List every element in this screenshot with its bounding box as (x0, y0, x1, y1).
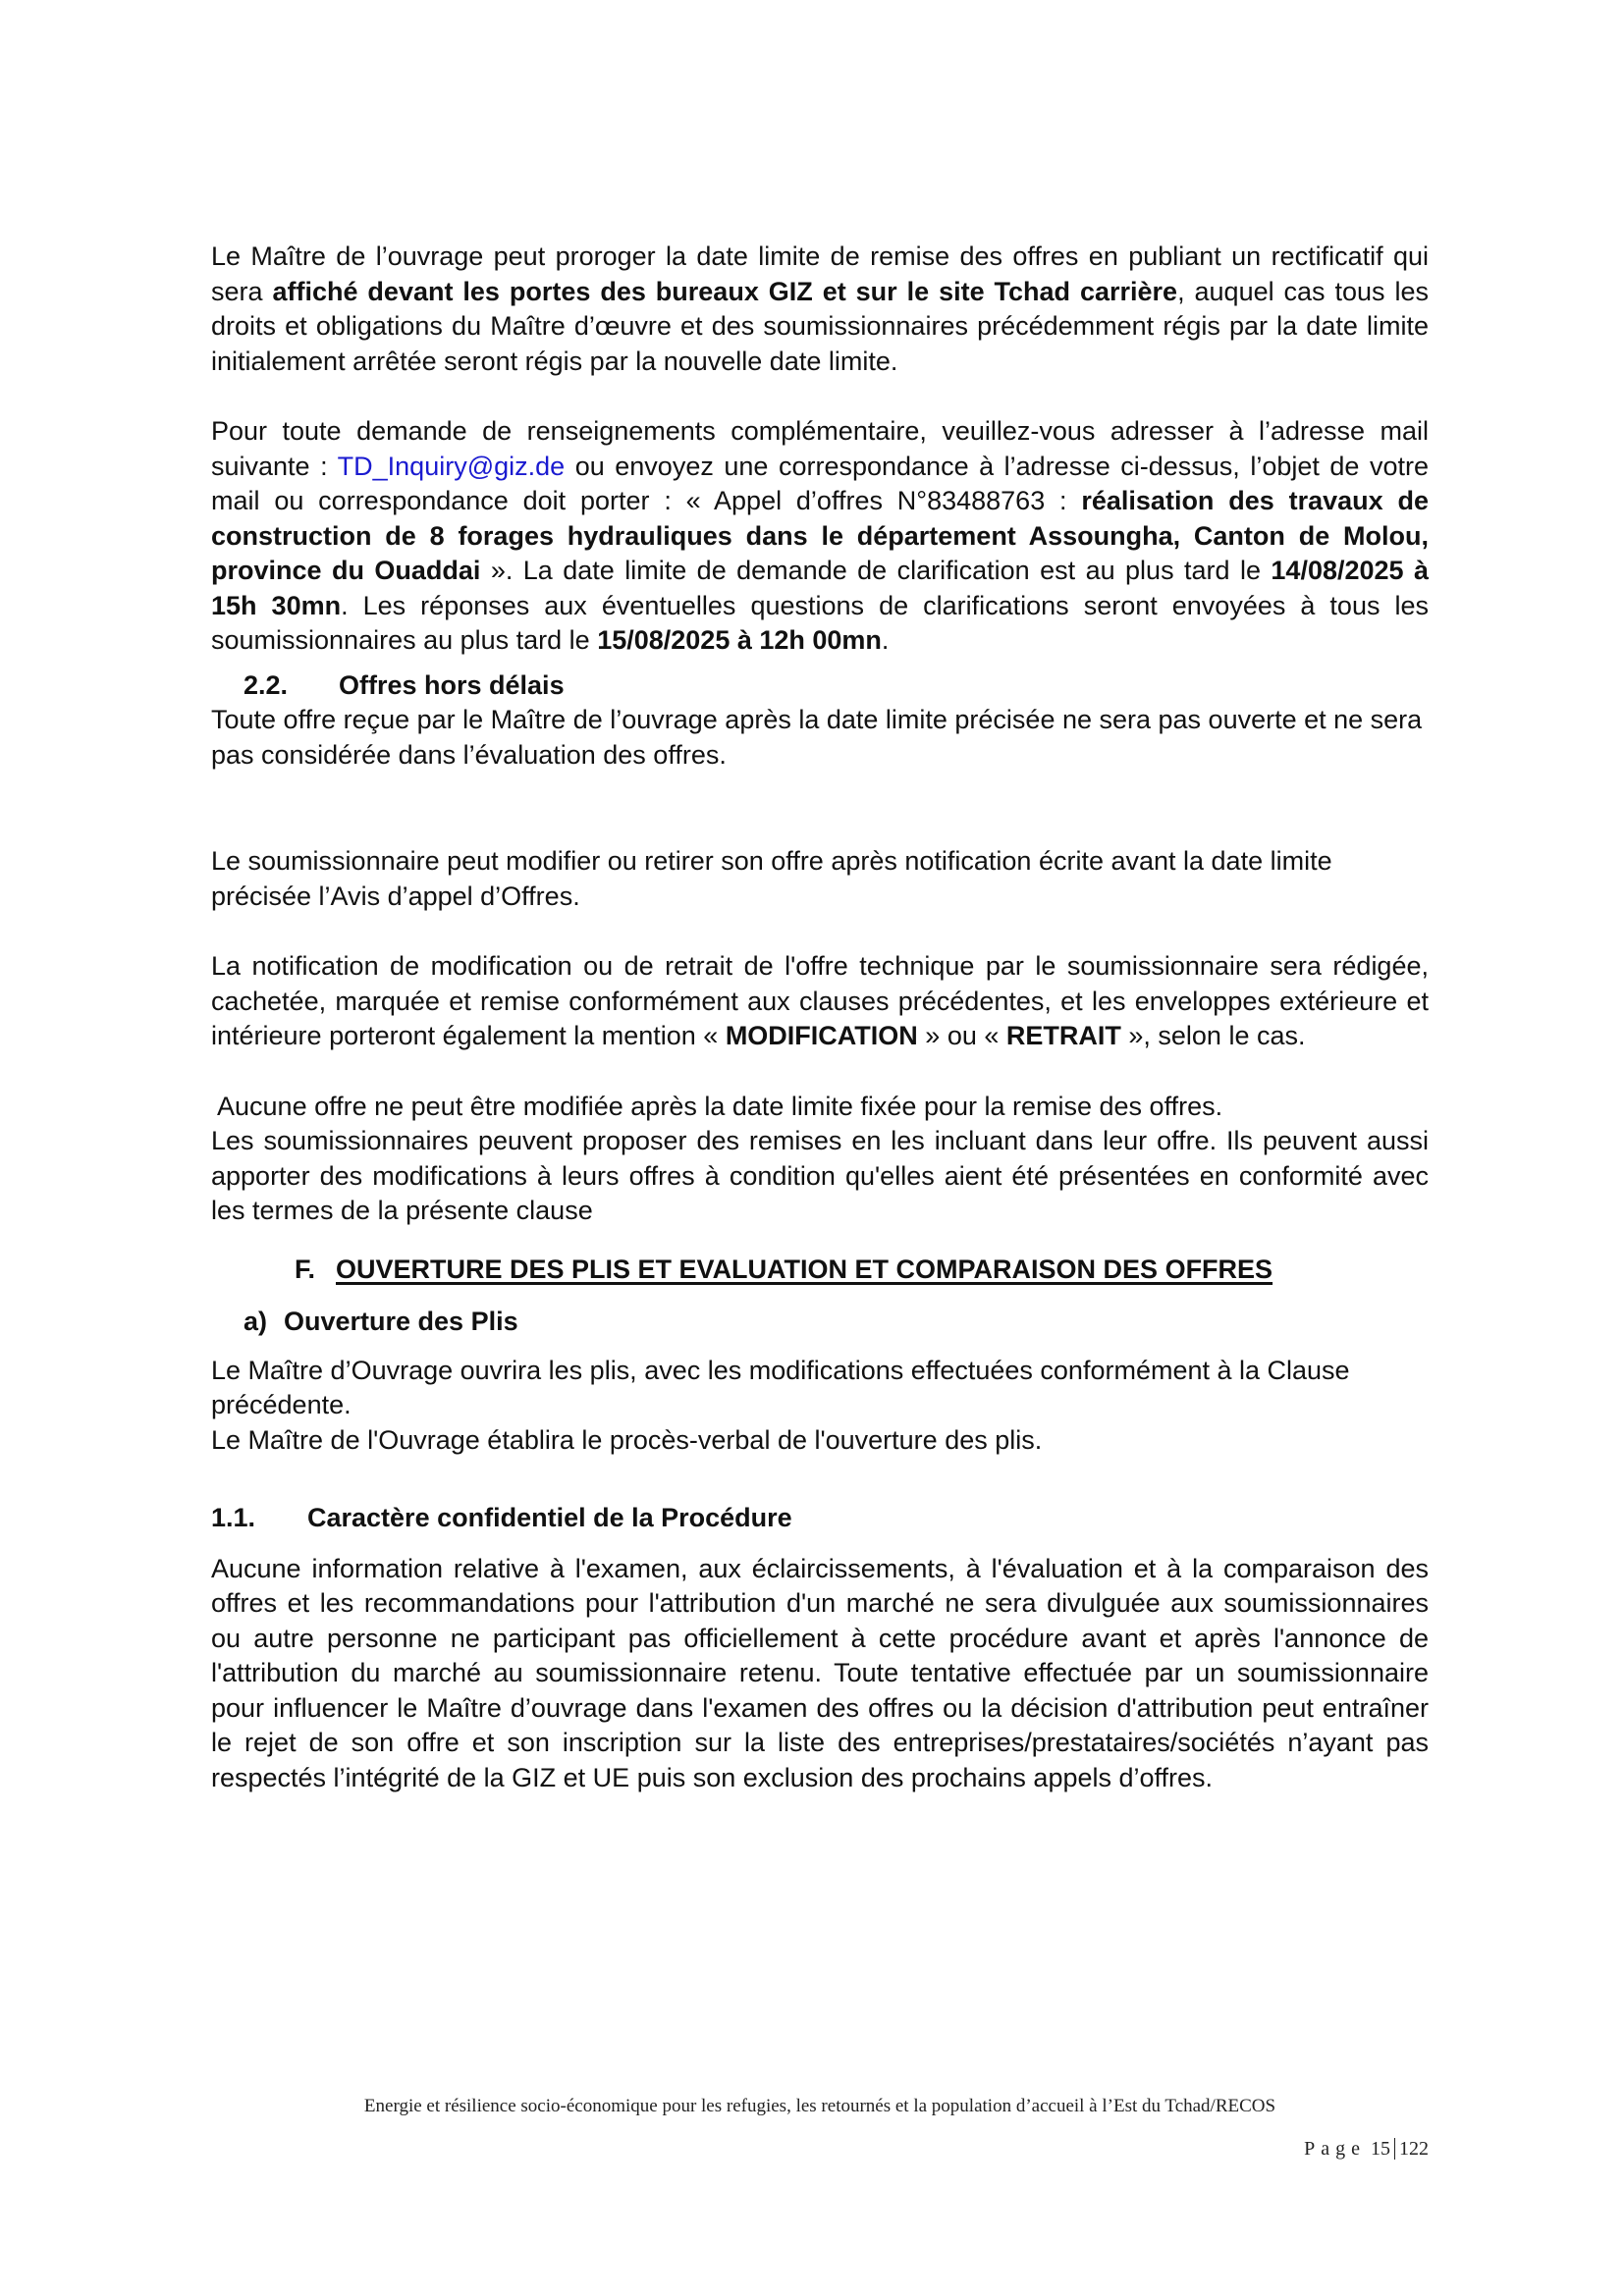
paragraph-confidentiality: Aucune information relative à l'examen, aux éclaircissements, à l'évaluation et à la comparaison des offres et les recommandations pour l'attribution d'un marché ne sera divulguée aux soumissionnaires ou autre personne ne participant pas officiellement à cette procédure avant et après l'annonce de l'attribution du marché au soumissionnaire retenu. Toute tentative effectuée par un soumissionnaire pour influencer le Maître d’ouvrage dans l'examen des offres ou la décision d'attribution peut entraîner le rejet de son offre et son inscription sur la liste des entreprises/prestataires/sociétés n’ayant pas respectés l’intégrité de la GIZ et UE puis son exclusion des prochains appels d’offres. (211, 1553, 1429, 1792)
section-letter: F. (295, 1254, 316, 1284)
section-title: Ouverture des Plis (284, 1307, 518, 1336)
paragraph-clarification-request: Pour toute demande de renseignements complémentaire, veuillez-vous adresser à l’adresse mail suivante : TD_Inquiry@giz.de ou envoyez une correspondance à l’adresse ci-dessus, l’objet de votre mail ou correspondance doit porter : « Appel d’offres N°83488763 : réalisation des travaux de construction de 8 forages hydrauliques dans le département Assoungha, Canton de Molou, province du Ouaddai ». La date limite de demande de clarification est au plus tard le 14/08/2025 à 15h 30mn. Les réponses aux éventuelles questions de clarifications seront envoyées à tous les soumissionnaires au plus tard le 15/08/2025 à 12h 00mn. (211, 416, 1429, 655)
paragraph-modify-withdraw: Le soumissionnaire peut modifier ou retirer son offre après notification écrite avant la date limite précisée l’Avis d’appel d’Offres. (211, 846, 1332, 911)
section-title: Caractère confidentiel de la Procédure (307, 1503, 792, 1532)
paragraph-minutes: Le Maître de l'Ouvrage établira le procès-verbal de l'ouverture des plis. (211, 1424, 1043, 1455)
page-separator (1394, 2138, 1395, 2160)
section-title: OUVERTURE DES PLIS ET EVALUATION ET COMPARAISON DES OFFRES (336, 1254, 1273, 1284)
section-heading-1-1 (211, 1501, 1429, 1536)
paragraph-deadline-extension: Le Maître de l’ouvrage peut proroger la date limite de remise des offres en publiant un rectificatif qui sera affiché devant les portes des bureaux GIZ et sur le site Tchad carrière, auquel cas tous les droits et obligations du Maître d’œuvre et des soumissionnaires précédemment régis par la date limite initialement arrêtée seront régis par la nouvelle date limite. (211, 241, 1429, 376)
section-heading-2-2 (211, 668, 1429, 704)
clarification-deadline: 14/08/2025 à 15h 30mn (211, 556, 1429, 620)
total-pages: 122 (1399, 2138, 1429, 2160)
response-deadline: 15/08/2025 à 12h 00mn (597, 625, 882, 655)
section-number: 2.2. (244, 669, 289, 700)
bold-text: MODIFICATION (725, 1021, 918, 1050)
paragraph-late-offers: Toute offre reçue par le Maître de l’ouvrage après la date limite précisée ne sera pas ouverte et ne sera pas considérée dans l’évaluation des offres. (211, 705, 1423, 770)
paragraph-opening: Le Maître d’Ouvrage ouvrira les plis, avec les modifications effectuées conformément à la Clause précédente. (211, 1355, 1350, 1419)
paragraph-discounts: Les soumissionnaires peuvent proposer des remises en les incluant dans leur offre. Ils peuvent aussi apporter des modifications à leurs offres à condition qu'elles aient été présentées en conformité avec les termes de la présente clause (211, 1126, 1429, 1225)
email-link[interactable]: TD_Inquiry@giz.de (337, 451, 566, 481)
section-number: 1.1. (211, 1503, 256, 1532)
section-heading-a (211, 1305, 1429, 1340)
page-number (211, 2138, 1436, 2161)
section-number: a) (244, 1307, 268, 1336)
current-page: 15 (1371, 2138, 1390, 2160)
bold-text: réalisation des travaux de construction de 8 forages hydrauliques dans le département Assoungha, Canton de Molou, province du Ouaddai (211, 486, 1429, 585)
document-body (211, 240, 1429, 1795)
bold-text: RETRAIT (1005, 1021, 1121, 1050)
section-title: Offres hors délais (339, 669, 565, 700)
paragraph-notification: La notification de modification ou de retrait de l'offre technique par le soumissionnaire sera rédigée, cachetée, marquée et remise conformément aux clauses précédentes, et les enveloppes extérieure et intérieure porteront également la mention « MODIFICATION » ou « RETRAIT », selon le cas. (211, 951, 1429, 1050)
paragraph-no-modification: Aucune offre ne peut être modifiée après la date limite fixée pour la remise des offres. (211, 1091, 1223, 1121)
bold-text: affiché devant les portes des bureaux GIZ et sur le site Tchad carrière (272, 276, 1178, 306)
section-heading-F (211, 1253, 1429, 1288)
footer-project-title: Energie et résilience socio-économique pour les refugies, les retournés et la population d’accueil à l’Est du Tchad/RECOS (363, 2096, 1276, 2116)
page-label: Page (1304, 2138, 1366, 2160)
